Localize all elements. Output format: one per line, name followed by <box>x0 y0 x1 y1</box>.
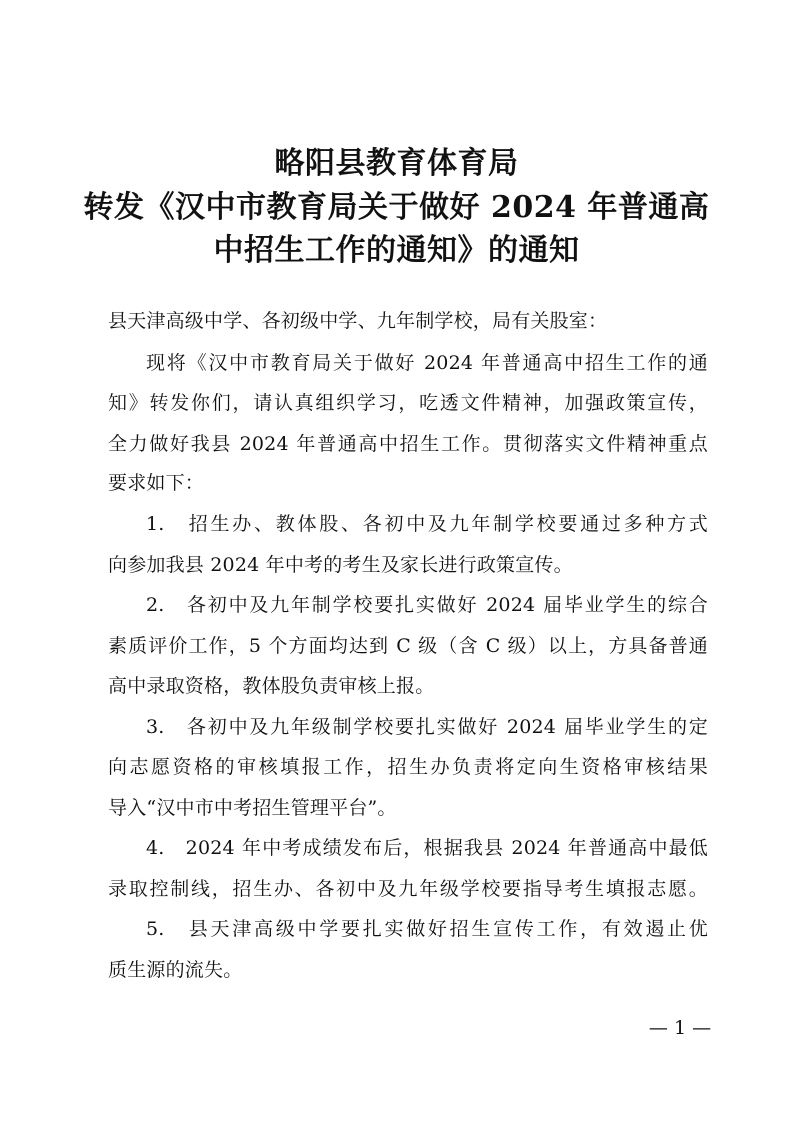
item-2-line-2: 素质评价工作，5 个方面均达到 C 级（含 C 级）以上，方具备普通 <box>108 635 708 657</box>
item-1-line-2: 向参加我县 2024 年中考的考生及家长进行政策宣传。 <box>108 554 573 576</box>
item-4-line-2: 录取控制线，招生办、各初中及九年级学校要指导考生填报志愿。 <box>108 878 708 900</box>
item-2-line-1: 2. 各初中及九年制学校要扎实做好 2024 届毕业学生的综合 <box>146 594 708 616</box>
page-number: — 1 — <box>648 1017 712 1039</box>
item-5-line-1: 5. 县天津高级中学要扎实做好招生宣传工作，有效遏止优 <box>146 918 708 940</box>
item-4-line-1: 4. 2024 年中考成绩发布后，根据我县 2024 年普通高中最低 <box>146 837 708 859</box>
title-line-2: 转发《汉中市教育局关于做好 2024 年普通高 <box>83 190 710 225</box>
intro-line-1: 现将《汉中市教育局关于做好 2024 年普通高中招生工作的通 <box>146 352 708 374</box>
item-2-line-3: 高中录取资格，教体股负责审核上报。 <box>108 675 435 697</box>
item-5-line-2: 质生源的流失。 <box>108 959 243 981</box>
item-3-line-1: 3. 各初中及九年级制学校要扎实做好 2024 届毕业学生的定 <box>146 716 708 738</box>
intro-line-2: 知》转发你们，请认真组织学习，吃透文件精神，加强政策宣传， <box>108 392 708 414</box>
item-1-line-1: 1. 招生办、教体股、各初中及九年制学校要通过多种方式 <box>146 513 708 535</box>
title-line-3: 中招生工作的通知》的通知 <box>213 233 580 268</box>
salutation: 县天津高级中学、各初级中学、九年制学校，局有关股室： <box>108 310 608 332</box>
intro-line-4: 要求如下： <box>108 472 205 494</box>
item-3-line-2: 向志愿资格的审核填报工作，招生办负责将定向生资格审核结果 <box>108 756 708 778</box>
item-3-line-3: 导入“汉中市中考招生管理平台”。 <box>108 797 397 819</box>
intro-line-3: 全力做好我县 2024 年普通高中招生工作。贯彻落实文件精神重点 <box>108 433 708 455</box>
title-line-1: 略阳县教育体育局 <box>274 146 519 181</box>
